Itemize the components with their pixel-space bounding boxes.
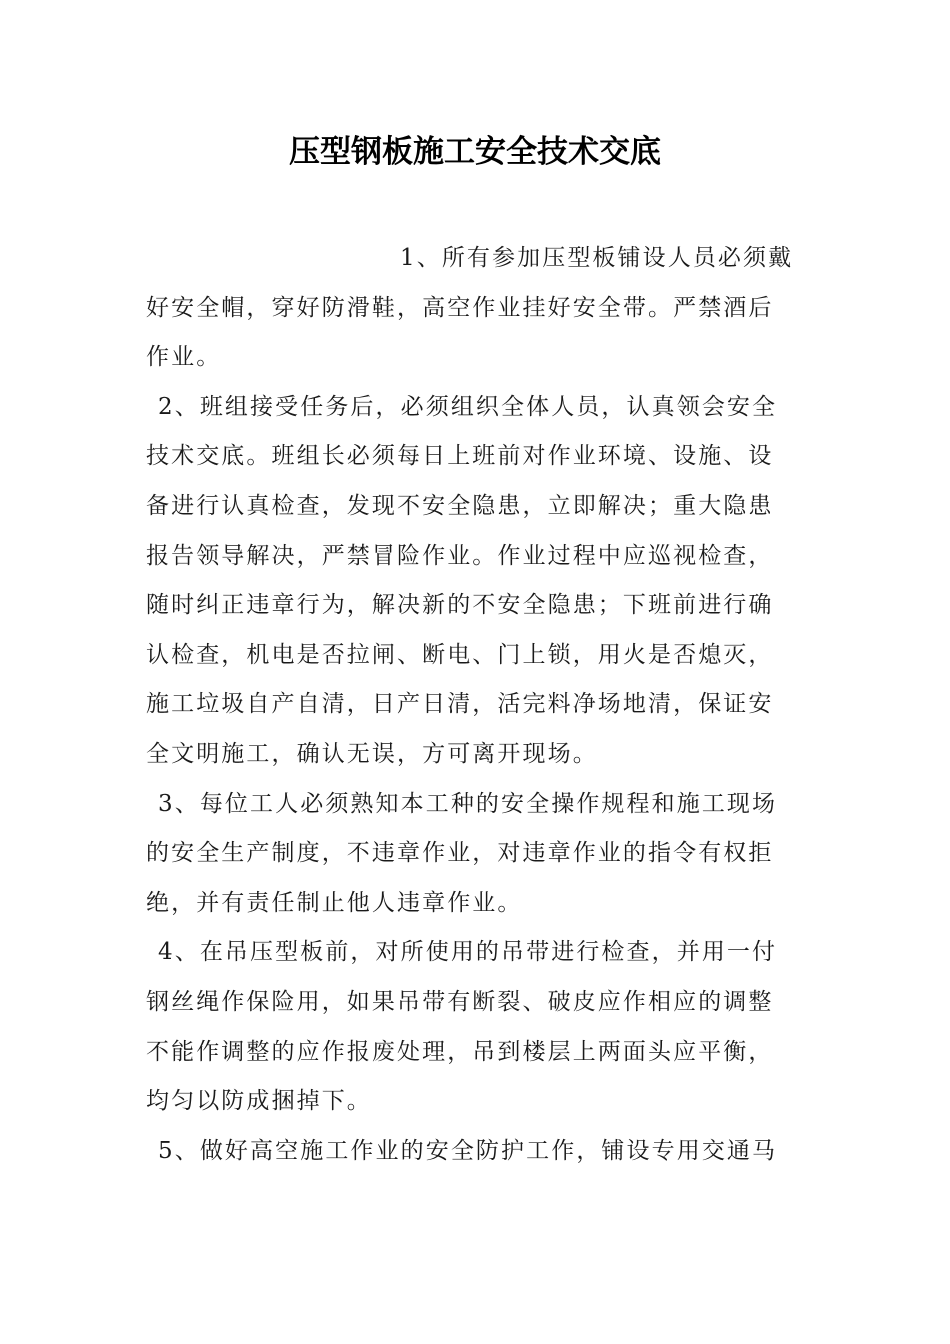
body-line: 技术交底。班组长必须每日上班前对作业环境、设施、设 — [146, 443, 774, 470]
body-line: 随时纠正违章行为，解决新的不安全隐患；下班前进行确 — [146, 592, 774, 619]
body-line: 不能作调整的应作报废处理，吊到楼层上两面头应平衡， — [146, 1038, 774, 1065]
body-line: 全文明施工，确认无误，方可离开现场。 — [146, 740, 598, 767]
body-line: 4、在吊压型板前，对所使用的吊带进行检查，并用一付 — [158, 939, 778, 966]
body-line: 的安全生产制度，不违章作业，对违章作业的指令有权拒 — [146, 840, 774, 867]
body-line: 3、每位工人必须熟知本工种的安全操作规程和施工现场 — [158, 790, 778, 817]
body-line: 作业。 — [146, 344, 222, 371]
body-line: 报告领导解决，严禁冒险作业。作业过程中应巡视检查， — [146, 542, 774, 569]
document-title: 压型钢板施工安全技术交底 — [289, 134, 661, 170]
body-line: 备进行认真检查，发现不安全隐患，立即解决；重大隐患 — [146, 492, 774, 519]
body-line: 钢丝绳作保险用，如果吊带有断裂、破皮应作相应的调整 — [146, 988, 774, 1015]
body-line: 5、做好高空施工作业的安全防护工作，铺设专用交通马 — [158, 1137, 778, 1164]
body-line: 2、班组接受任务后，必须组织全体人员，认真领会安全 — [158, 393, 778, 420]
body-line: 均匀以防成捆掉下。 — [146, 1088, 372, 1115]
body-line: 好安全帽，穿好防滑鞋，高空作业挂好安全带。严禁酒后 — [146, 294, 774, 321]
body-line: 施工垃圾自产自清，日产日清，活完料净场地清，保证安 — [146, 691, 774, 718]
body-line: 1、所有参加压型板铺设人员必须戴 — [400, 245, 794, 271]
document-body — [146, 234, 806, 1176]
body-line: 绝，并有责任制止他人违章作业。 — [146, 889, 523, 916]
body-line: 认检查，机电是否拉闸、断电、门上锁，用火是否熄灭， — [146, 641, 774, 668]
